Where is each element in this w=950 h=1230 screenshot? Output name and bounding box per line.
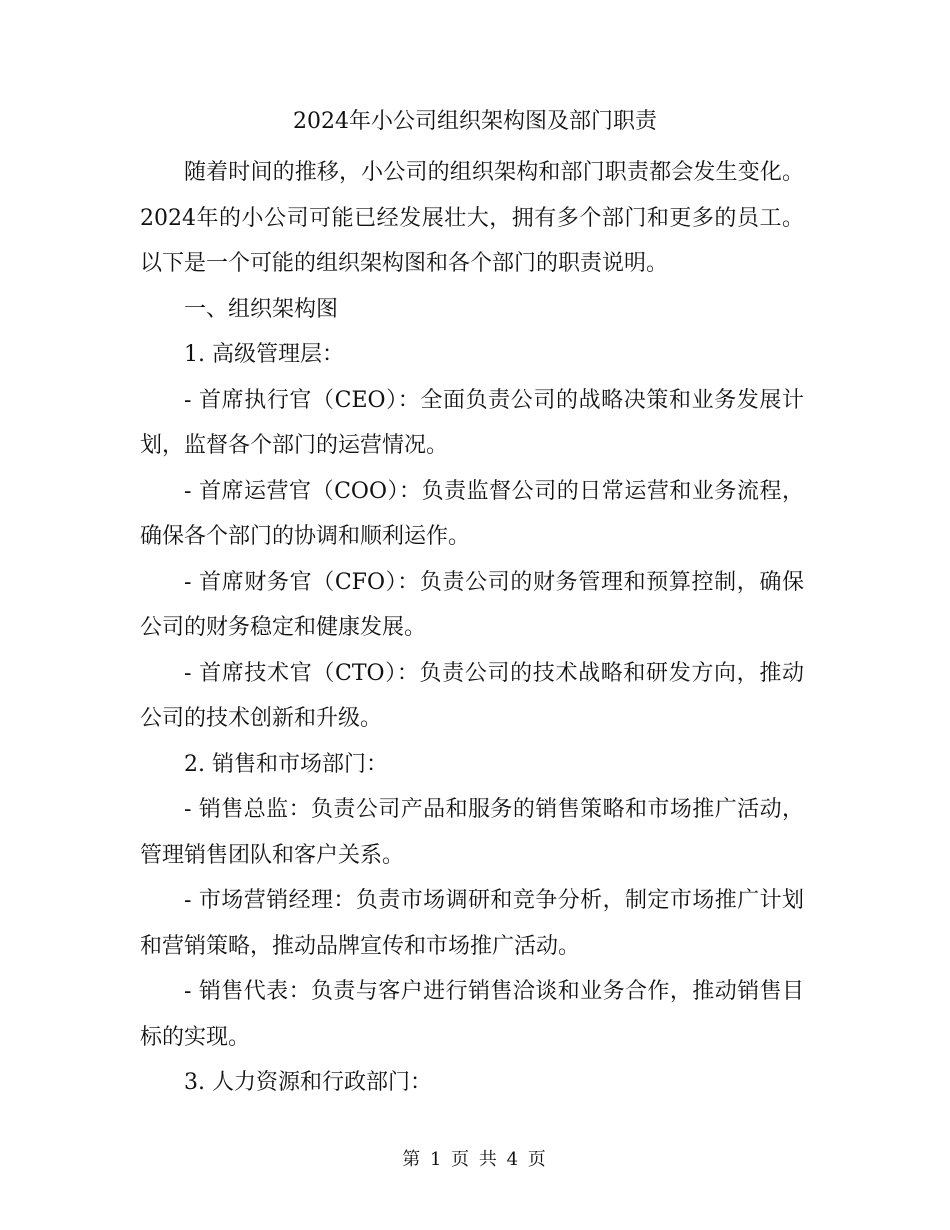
list-item-marketing-manager: - 市场营销经理：负责市场调研和竞争分析，制定市场推广计划和营销策略，推动品牌宣传和市场推广活动。 xyxy=(140,888,804,959)
subsection-heading-hr-admin: 3. 人力资源和行政部门： xyxy=(184,1070,432,1095)
document-body xyxy=(140,150,804,1106)
section-heading-org-chart: 一、组织架构图 xyxy=(184,296,339,322)
list-item-cto: - 首席技术官（CTO）：负责公司的技术战略和研发方向，推动公司的技术创新和升级。 xyxy=(140,660,804,731)
list-item-coo: - 首席运营官（COO）：负责监督公司的日常运营和业务流程，确保各个部门的协调和顺利运作。 xyxy=(140,478,804,549)
intro-paragraph: 随着时间的推移，小公司的组织架构和部门职责都会发生变化。2024年的小公司可能已经发展壮大，拥有多个部门和更多的员工。以下是一个可能的组织架构图和各个部门的职责说明。 xyxy=(140,160,804,276)
page-number-footer: 第 1 页 共 4 页 xyxy=(402,1149,548,1170)
list-item-sales-director: - 销售总监：负责公司产品和服务的销售策略和市场推广活动，管理销售团队和客户关系。 xyxy=(140,797,804,868)
list-item-sales-representative: - 销售代表：负责与客户进行销售洽谈和业务合作，推动销售目标的实现。 xyxy=(140,979,804,1050)
list-item-cfo: - 首席财务官（CFO）：负责公司的财务管理和预算控制，确保公司的财务稳定和健康发展。 xyxy=(140,569,804,640)
subsection-heading-sales-marketing: 2. 销售和市场部门： xyxy=(184,751,388,777)
subsection-heading-senior-management: 1. 高级管理层： xyxy=(184,342,344,367)
document-title: 2024年小公司组织架构图及部门职责 xyxy=(293,109,657,134)
list-item-ceo: - 首席执行官（CEO）：全面负责公司的战略决策和业务发展计划，监督各个部门的运营情况。 xyxy=(140,387,804,458)
